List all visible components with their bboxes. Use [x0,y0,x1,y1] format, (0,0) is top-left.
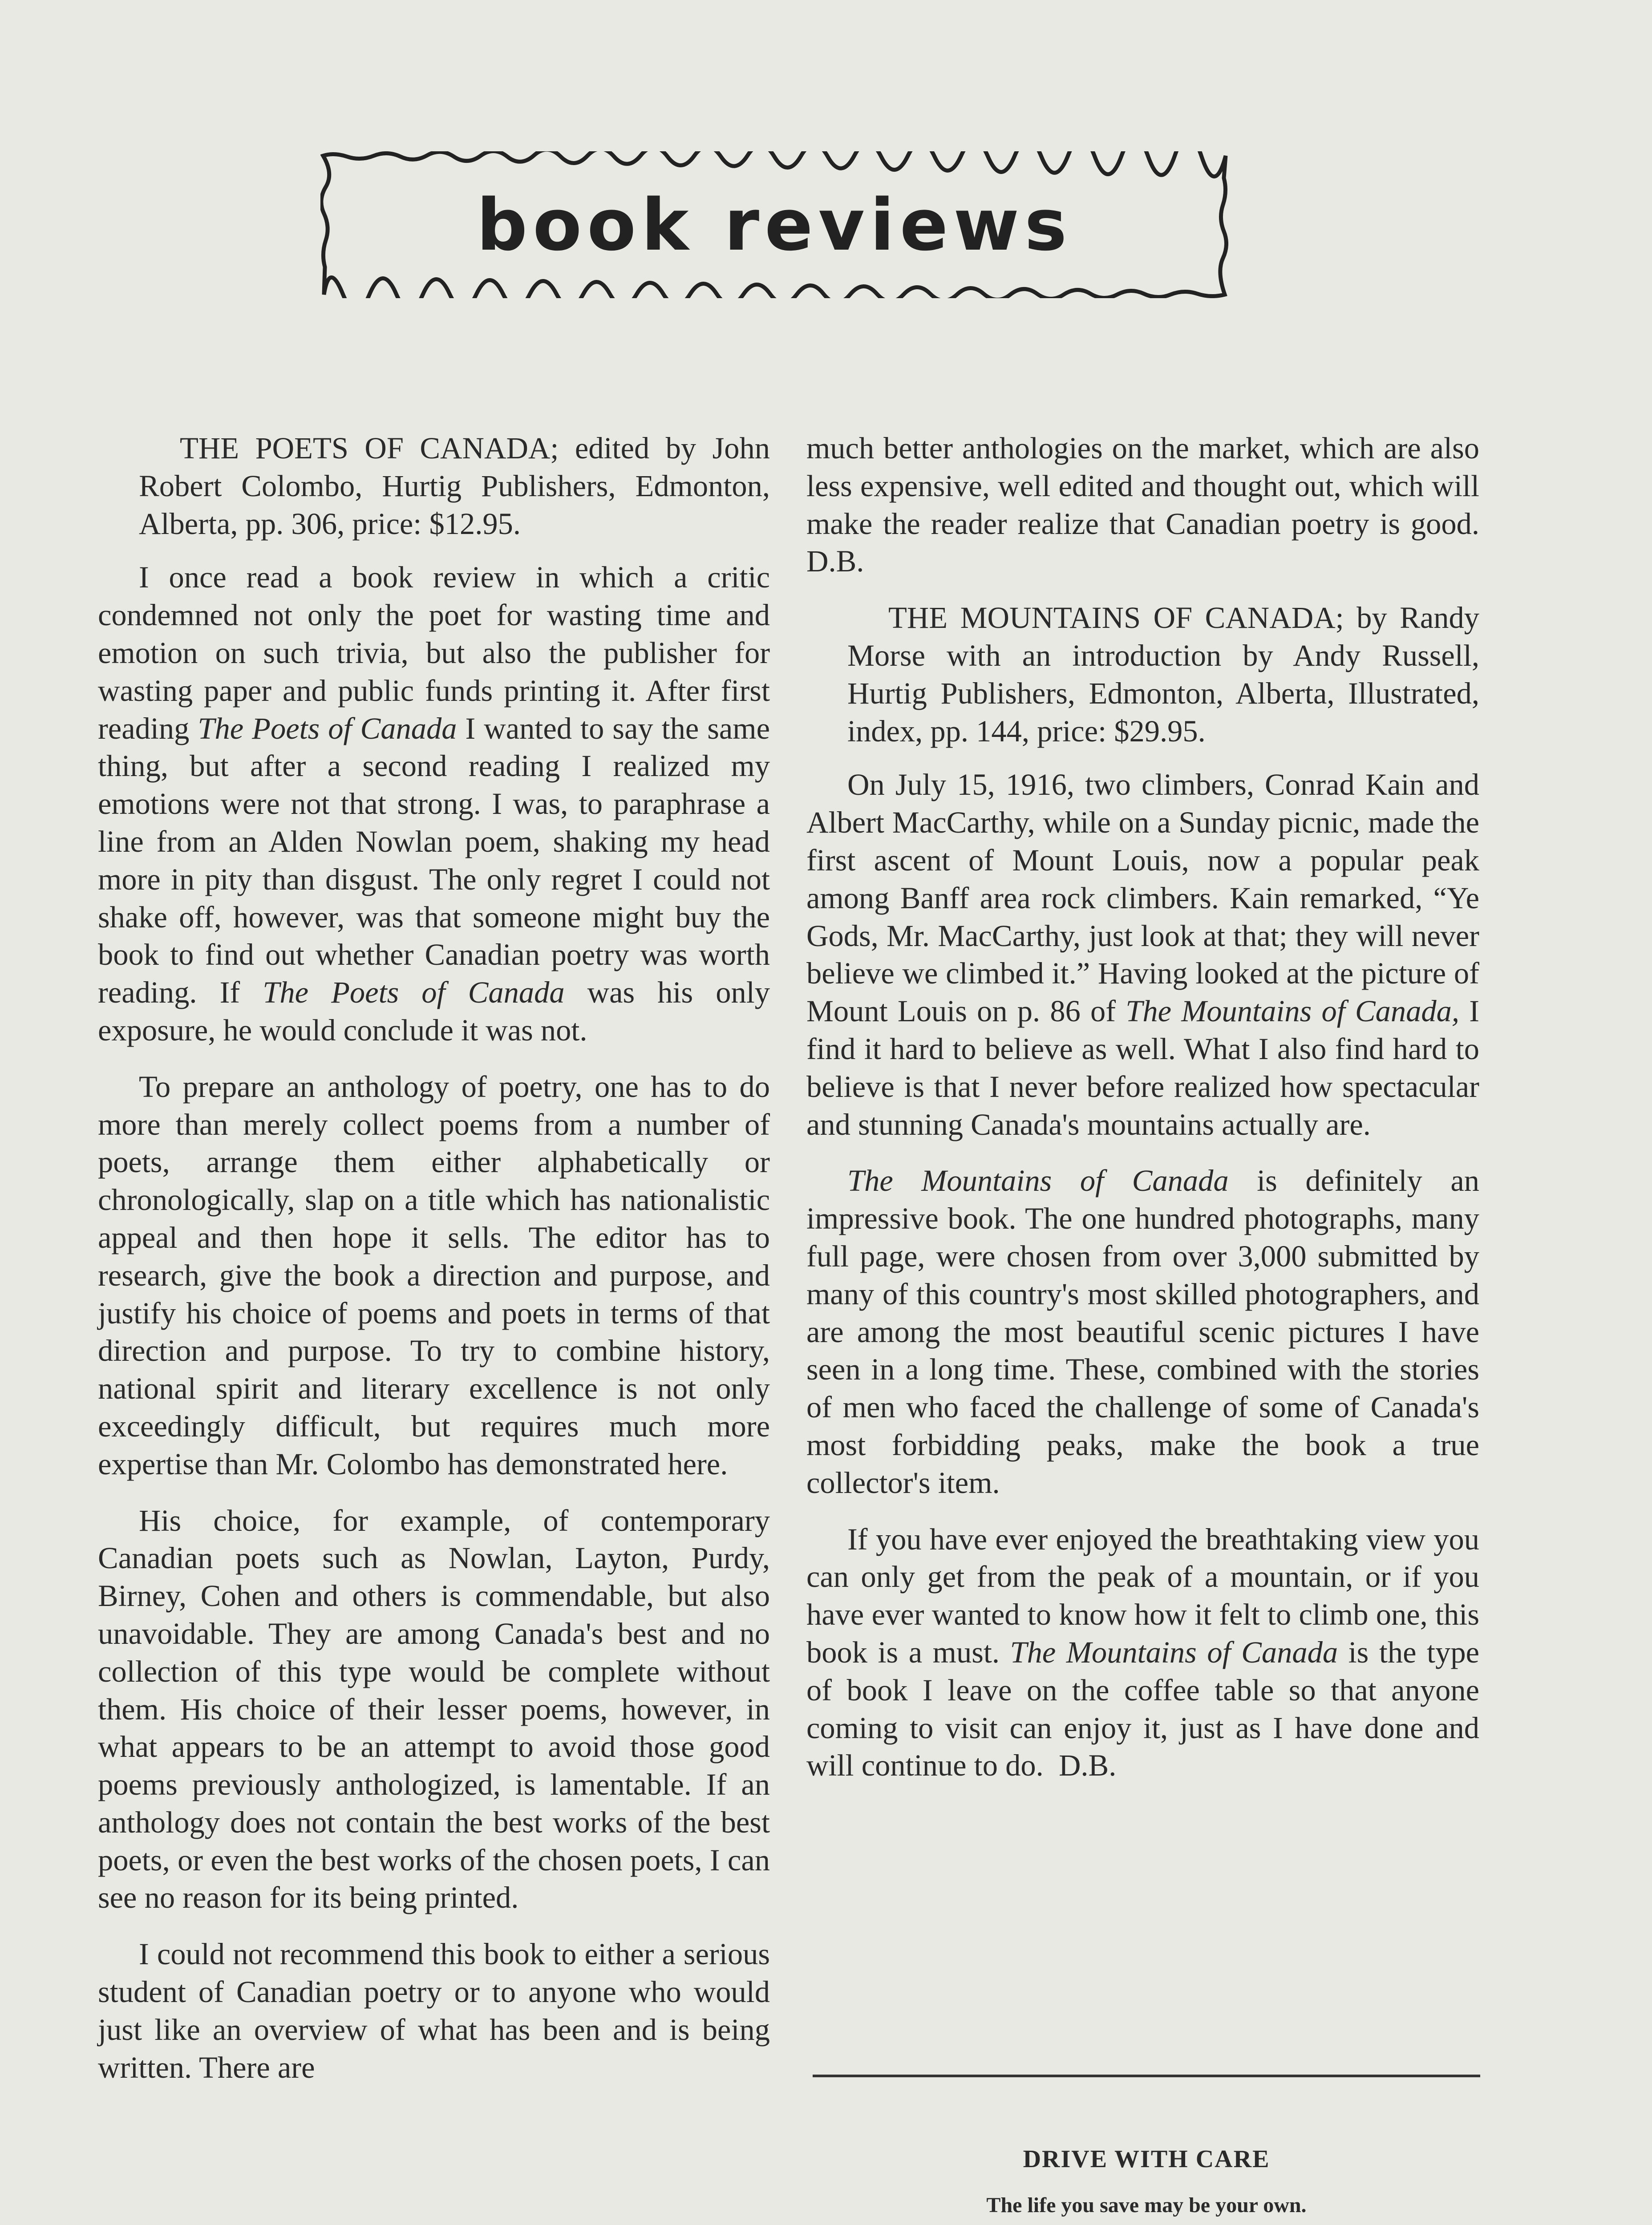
book-title: The Mountains of Canada, [1126,994,1459,1028]
book-title: The Poets of Canada [263,975,565,1010]
left-column [98,429,770,2086]
section-banner [320,151,1228,298]
notice-top-rule [813,2075,1480,2077]
banner-title: book reviews [476,183,1073,267]
right-column [806,429,1479,1784]
book-title: The Mountains of Canada [847,1164,1229,1198]
review-heading-poets: THE POETS OF CANADA; edited by John Robert Colombo, Hurtig Publishers, Edmonton, Alberta, pp. 306, price: $12.95. [139,431,770,541]
review-paragraph: On July 15, 1916, two climbers, Conrad Kain and Albert MacCarthy, while on a Sunday picnic, made the first ascent of Mount Louis, now a popular peak among Banff area rock climbers. Kain remarked, “Ye Gods, Mr. MacCarthy, just look at that; they will never believe we climbed it.” Having looked at the picture of Mount Louis on p. 86 of The Mountains of Canada, I find it hard to believe as well. What I also find hard to believe is that I never before realized how spectacular and stunning Canada's mountains actually are. [806,768,1479,1141]
book-title: The Mountains of Canada [1010,1635,1338,1669]
notice-title: DRIVE WITH CARE [1023,2145,1270,2173]
review-paragraph-continued: much better anthologies on the market, which are also less expensive, well edited and thought out, which will make the reader realize that Canadian poetry is good. D.B. [806,431,1479,578]
notice-subtitle: The life you save may be your own. [986,2193,1307,2217]
review-paragraph: I could not recommend this book to either a serious student of Canadian poetry or to anyone who would just like an overview of what has been and is being written. There are [98,1937,770,2084]
review-paragraph: His choice, for example, of contemporary Canadian poets such as Nowlan, Layton, Purdy, Birney, Cohen and others is commendable, but also unavoidable. They are among Canada's best and no collection of this type would be complete without them. His choice of their lesser poems, however, in what appears to be an attempt to avoid those good poems previously anthologized, is lamentable. If an anthology does not contain the best works of the best poets, or even the best works of the chosen poets, I can see no reason for its being printed. [98,1503,770,1915]
review-paragraph: To prepare an anthology of poetry, one has to do more than merely collect poems from a number of poets, arrange them either alphabetically or chronologically, slap on a title which has nationalistic appeal and then hope it sells. The editor has to research, give the book a direction and purpose, and justify his choice of poems and poets in terms of that direction and purpose. To try to combine history, national spirit and literary excellence is not only exceedingly difficult, but requires much more expertise than Mr. Colombo has demonstrated here. [98,1069,770,1481]
review-paragraph: The Mountains of Canada is definitely an impressive book. The one hundred photographs, many full page, were chosen from over 3,000 submitted by many of this country's most skilled photographers, and are among the most beautiful scenic pictures I have seen in a long time. These, combined with the stories of men who faced the challenge of some of Canada's most forbidding peaks, make the book a true collector's item. [806,1164,1479,1500]
book-title: The Poets of Canada [198,711,457,745]
review-paragraph: I once read a book review in which a critic condemned not only the poet for wasting time and emotion on such trivia, but also the publisher for wasting paper and public funds printing it. After first reading The Poets of Canada I wanted to say the same thing, but after a second reading I realized my emotions were not that strong. I was, to paraphrase a line from an Alden Nowlan poem, shaking my head more in pity than disgust. The only regret I could not shake off, however, was that someone might buy the book to find out whether Canadian poetry was worth reading. If The Poets of Canada was his only exposure, he would conclude it was not. [98,560,770,1047]
review-paragraph: If you have ever enjoyed the breathtaking view you can only get from the peak of a mountain, or if you have ever wanted to know how it felt to climb one, this book is a must. The Mountains of Canada is the type of book I leave on the coffee table so that anyone coming to visit can enjoy it, just as I have done and will continue to do. D.B. [806,1522,1479,1783]
review-heading-mountains: THE MOUNTAINS OF CANADA; by Randy Morse with an introduction by Andy Russell, Hurtig Publishers, Edmonton, Alberta, Illustrated, index, pp. 144, price: $29.95. [847,601,1479,748]
